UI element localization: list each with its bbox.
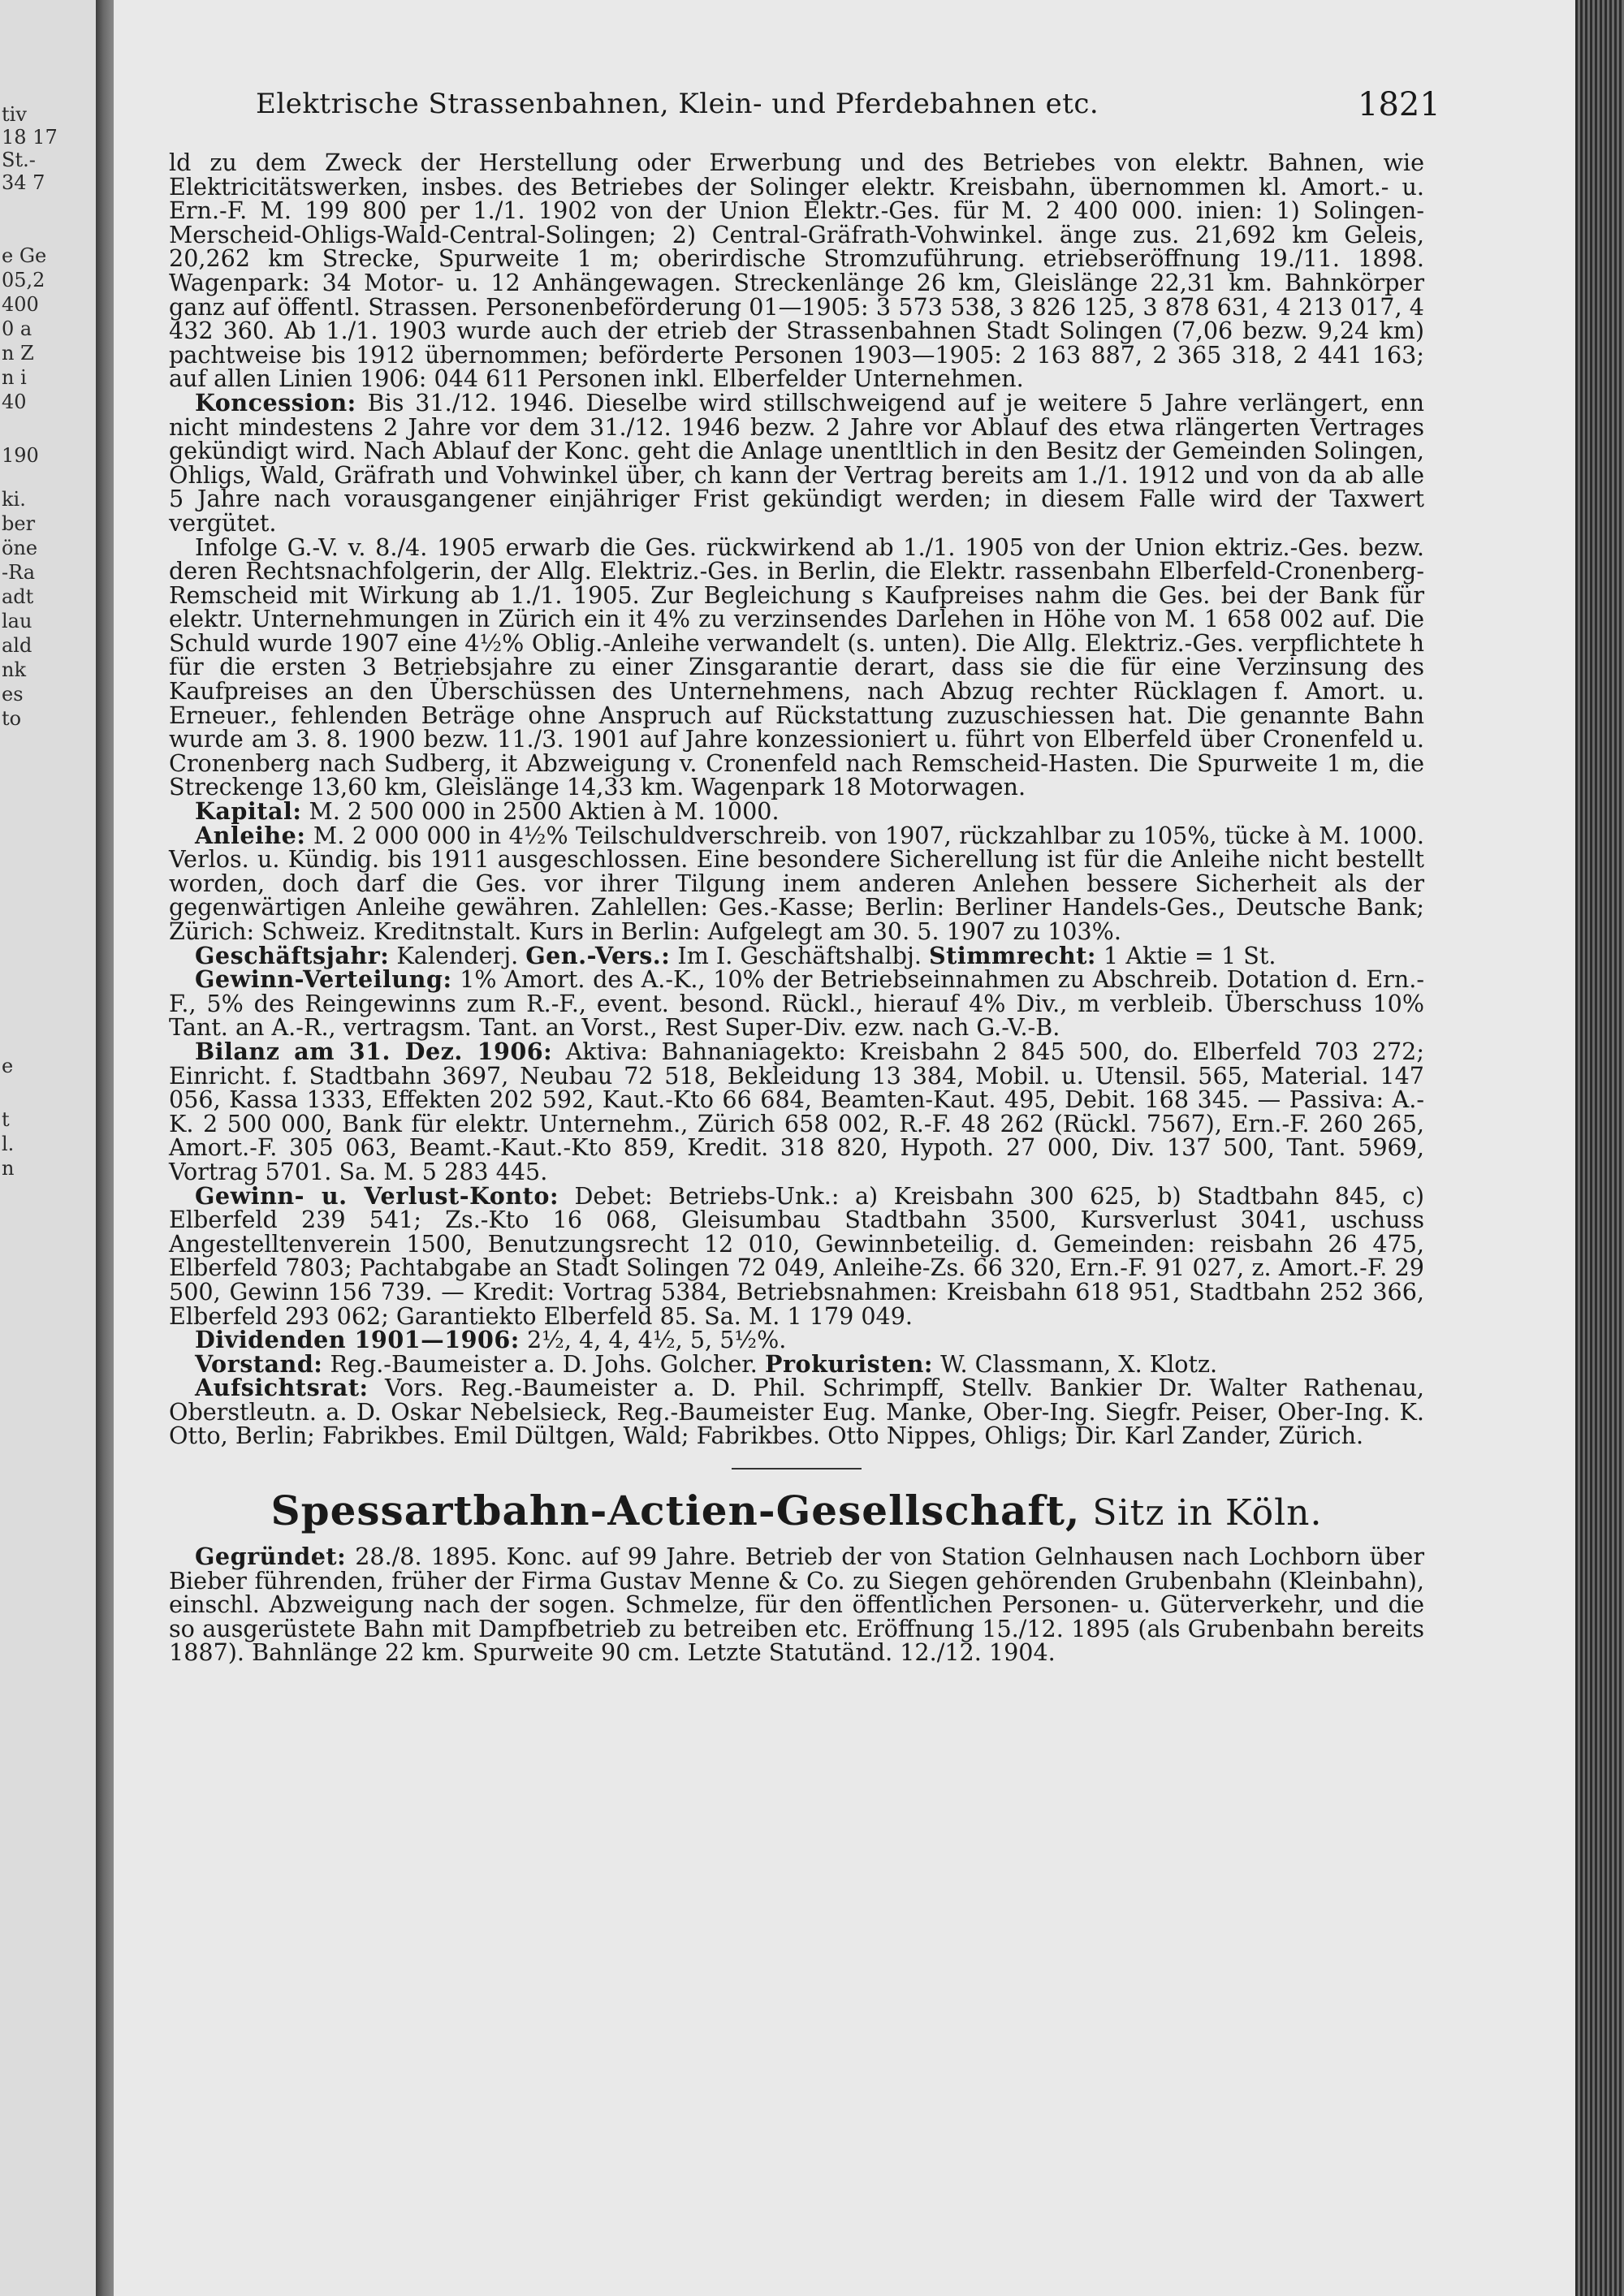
adjacent-page-edge (0, 0, 96, 2296)
left-fragment: 34 7 (2, 171, 45, 194)
left-fragment: ber (2, 512, 36, 535)
paragraph-text: Bis 31./12. 1946. Dieselbe wird stillschweigend auf je weitere 5 Jahre verlängert, enn nicht mindestens 2 Jahre vor dem 31./12. 1946 bezw. 2 Jahre vor Ablauf des etwa rlängerten Vertrages gekündigt wird. Nach Ablauf der Konc. geht die Anlage unentltlich in den Besitz der Gemeinden Solingen, Ohligs, Wald, Gräfrath und Vohwinkel über, ch kann der Vertrag bereits am 1./1. 1912 und von da ab alle 5 Jahre nach vorausgangener einjähriger Frist gekündigt werden; in diesem Falle wird der Taxwert vergütet. (169, 388, 1424, 537)
paragraph-vorstand (169, 1349, 1424, 1378)
paragraph-text: 28./8. 1895. Konc. auf 99 Jahre. Betrieb der von Station Gelnhausen nach Lochborn über Bieber führenden, früher der Firma Gustav Menne & Co. zu Siegen gehörenden Grubenbahn (Kleinbahn), einschl. Abzweigung nach der sogen. Schmelze, für den öffentlichen Personen- u. Güterverkehr, und die so ausgerüstete Bahn mit Dampfbetrieb zu betreiben etc. Eröffnung 15./12. 1895 (als Grubenbahn bereits 1887). Bahnlänge 22 km. Spurweite 90 cm. Letzte Statutänd. 12./12. 1904. (169, 1543, 1424, 1667)
paragraph-label: Bilanz am 31. Dez. 1906: (195, 1037, 553, 1065)
paragraph-text: Infolge G.-V. v. 8./4. 1905 erwarb die Ges. rückwirkend ab 1./1. 1905 von der Union ektriz.-Ges. bezw. deren Rechtsnachfolgerin, der Allg. Elektriz.-Ges. in Berlin, die Elektr. rassenbahn Elberfeld-Cronenberg-Remscheid mit Wirkung ab 1./1. 1905. Zur Begleichung s Kaufpreises nahm die Ges. bei der Bank für elektr. Unternehmungen in Zürich ein it 4% zu verzinsendes Darlehen in Höhe von M. 1 658 002 auf. Die Schuld wurde 1907 eine 4½% Oblig.-Anleihe verwandelt (s. unten). Die Allg. Elektriz.-Ges. verpflichtete h für die ersten 3 Betriebsjahre zu einer Zinsgarantie derart, dass sie die für eine Verzinsung des Kaufpreises an den Überschüssen des Unternehmens, nach Abzug rechter Rücklagen f. Amort. u. Erneuer., fehlenden Beträge ohne Anspruch auf Rückstattung zuzuschiessen hat. Die genannte Bahn wurde am 3. 8. 1900 bezw. 11./3. 1901 auf Jahre konzessioniert u. führt von Elberfeld über Cronenfeld u. Cronenberg nach Sudberg, it Abzweigung v. Cronenfeld nach Remscheid-Hasten. Die Spurweite 1 m, die Streckenge 13,60 km, Gleislänge 14,33 km. Wagenpark 18 Motorwagen. (169, 533, 1424, 801)
section-title (169, 1486, 1424, 1539)
left-fragment: t (2, 1108, 10, 1131)
left-fragment: to (2, 707, 22, 730)
left-fragment: nk (2, 658, 26, 681)
page-stack-edge (1575, 0, 1624, 2296)
paragraph-label: Gegründet: (195, 1543, 347, 1571)
paragraph-bilanz (169, 1037, 1424, 1185)
paragraph-text: 2½, 4, 4, 4½, 5, 5½%. (519, 1326, 787, 1354)
left-fragment: e Ge (2, 244, 47, 267)
paragraph-text: Kalenderj. (389, 941, 526, 969)
left-fragment: St.- (2, 149, 36, 171)
paragraph-text: Aktiva: Bahnaniagekto: Kreisbahn 2 845 500, do. Elberfeld 703 272; Einricht. f. Stadtbahn 3697, Neubau 72 518, Bekleidung 13 384, Mobil. u. Utensil. 565, Material. 147 056, Kassa 1333, Effekten 202 592, Kaut.-Kto 66 684, Beamten-Kaut. 495, Debit. 168 345. — Passiva: A.-K. 2 500 000, Bank für elektr. Unternehm., Zürich 658 002, R.-F. 48 262 (Rückl. 7567), Ern.-F. 260 265, Amort.-F. 305 063, Beamt.-Kaut.-Kto 859, Kredit. 318 820, Hypoth. 27 000, Div. 137 500, Tant. 5969, Vortrag 5701. Sa. M. 5 283 445. (169, 1037, 1424, 1185)
paragraph-label: Koncession: (195, 388, 356, 416)
left-fragment: 0 a (2, 317, 32, 340)
paragraph-label: Gewinn-Verteilung: (195, 965, 452, 994)
page-number: 1821 (1358, 86, 1440, 123)
paragraph-label: Prokuristen: (764, 1349, 933, 1378)
left-fragment: es (2, 683, 24, 706)
paragraph-dividenden (169, 1328, 1424, 1353)
section-title-name: Spessartbahn-Actien-Gesellschaft, (270, 1487, 1081, 1535)
paragraph-anleihe (169, 821, 1424, 945)
book-gutter (96, 0, 114, 2296)
left-fragment: 190 (2, 444, 39, 467)
paragraph-koncession (169, 388, 1424, 537)
paragraph-text: 1 Aktie = 1 St. (1095, 941, 1276, 969)
paragraph-label: Geschäftsjahr: (195, 941, 390, 969)
left-fragment: tiv (2, 103, 27, 126)
paragraph-label: Gen.-Vers.: (525, 941, 671, 969)
left-fragment: 18 17 (2, 126, 58, 149)
paragraph-text: ld zu dem Zweck der Herstellung oder Erwerbung und des Betriebes von elektr. Bahnen, wie Elektricitätswerken, insbes. des Betriebes der Solinger elektr. Kreisbahn, übernommen kl. Amort.- u. Ern.-F. M. 199 800 per 1./1. 1902 von der Union Elektr.-Ges. für M. 2 400 000. inien: 1) Solingen-Merscheid-Ohligs-Wald-Central-Solingen; 2) Central-Gräfrath-Vohwinkel. änge zus. 21,692 km Geleis, 20,262 km Strecke, Spurweite 1 m; oberirdische Stromzuführung. etriebseröffnung 19./11. 1898. Wagenpark: 34 Motor- u. 12 Anhängewagen. Streckenlänge 26 km, Gleislänge 22,31 km. Bahnkörper ganz auf öffentl. Strassen. Personenbeförderung 01—1905: 3 573 538, 3 826 125, 3 878 631, 4 213 017, 4 432 360. Ab 1./1. 1903 wurde auch der etrieb der Strassenbahnen Stadt Solingen (7,06 bezw. 9,24 km) pachtweise bis 1912 übernommen; beförderte Personen 1903—1905: 2 163 887, 2 365 318, 2 441 163; auf allen Linien 1906: 044 611 Personen inkl. Elberfelder Unternehmen. (169, 149, 1424, 393)
left-fragment: 400 (2, 293, 39, 316)
paragraph-label: Gewinn- u. Verlust-Konto: (195, 1181, 559, 1210)
paragraph-kapital (169, 797, 1424, 826)
paragraph-label: Stimmrecht: (929, 941, 1096, 969)
paragraph-geschaeftsjahr (169, 941, 1424, 969)
main-text (169, 151, 1424, 1665)
paragraph-gewinn-verteilung (169, 965, 1424, 1042)
paragraph-gegruendet (169, 1545, 1424, 1665)
paragraph-text: 1% Amort. des A.-K., 10% der Betriebseinnahmen zu Abschreib. Dotation d. Ern.-F., 5% des Reingewinns zum R.-F., event. besond. Rückl., hierauf 4% Div., m verbleib. Überschuss 10% Tant. an A.-R., vertragsm. Tant. an Vorst., Rest Super-Div. ezw. nach G.-V.-B. (169, 965, 1424, 1042)
left-fragment: -Ra (2, 561, 36, 584)
left-fragment: 05,2 (2, 269, 45, 291)
left-fragment: ald (2, 634, 32, 657)
left-fragment: lau (2, 610, 32, 632)
left-fragment: l. (2, 1133, 15, 1155)
left-fragment: n i (2, 366, 27, 389)
paragraph-intro (169, 151, 1424, 391)
left-fragment: 40 (2, 391, 27, 413)
running-header: Elektrische Strassenbahnen, Klein- und Pferdebahnen etc. (256, 88, 1099, 120)
paragraph-label: Kapital: (195, 797, 302, 826)
left-fragment: n Z (2, 342, 34, 365)
paragraph-text: M. 2 500 000 in 2500 Aktien à M. 1000. (301, 797, 780, 826)
paragraph-gewinn-verlust (169, 1181, 1424, 1330)
paragraph-label: Anleihe: (195, 821, 306, 849)
paragraph-aufsichtsrat (169, 1376, 1424, 1448)
left-fragment: adt (2, 585, 34, 608)
left-fragment: öne (2, 537, 38, 559)
paragraph-text: W. Classmann, X. Klotz. (933, 1349, 1218, 1378)
paragraph-text: Debet: Betriebs-Unk.: a) Kreisbahn 300 625, b) Stadtbahn 845, c) Elberfeld 239 541; Zs.-Kto 16 068, Gleisumbau Stadtbahn 3500, Kursverlust 3041, uschuss Angestelltenverein 1500, Benutzungsrecht 12 010, Gewinnbeteilig. d. Gemeinden: reisbahn 26 475, Elberfeld 7803; Pachtabgabe an Stadt Solingen 72 049, Anleihe-Zs. 66 320, Ern.-F. 91 027, z. Amort.-F. 29 500, Gewinn 156 739. — Kredit: Vortrag 5384, Betriebsnahmen: Kreisbahn 618 951, Stadtbahn 252 366, Elberfeld 293 062; Garantiekto Elberfeld 85. Sa. M. 1 179 049. (169, 1181, 1424, 1330)
paragraph-text: Im I. Geschäftshalbj. (670, 941, 930, 969)
paragraph-text: Vors. Reg.-Baumeister a. D. Phil. Schrimpff, Stellv. Bankier Dr. Walter Rathenau, Oberstleutn. a. D. Oskar Nebelsieck, Reg.-Baumeister Eug. Manke, Ober-Ing. Siegfr. Peiser, Ober-Ing. K. Otto, Berlin; Fabrikbes. Emil Dültgen, Wald; Fabrikbes. Otto Nippes, Ohligs; Dir. Karl Zander, Zürich. (169, 1374, 1424, 1450)
left-fragment: ki. (2, 488, 26, 511)
paragraph-label: Aufsichtsrat: (195, 1374, 369, 1402)
section-divider (732, 1468, 862, 1470)
paragraph-label: Dividenden 1901—1906: (195, 1326, 520, 1354)
paragraph-infolge (169, 533, 1424, 801)
left-fragment: n (2, 1157, 15, 1180)
section-title-seat: Sitz in Köln. (1080, 1492, 1323, 1534)
left-fragment: e (2, 1055, 14, 1077)
paragraph-label: Vorstand: (195, 1349, 323, 1378)
paragraph-text: M. 2 000 000 in 4½% Teilschuldverschreib. von 1907, rückzahlbar zu 105%, tücke à M. 1000. Verlos. u. Kündig. bis 1911 ausgeschlossen. Eine besondere Sicherellung ist für die Anleihe nicht bestellt worden, doch darf die Ges. vor ihrer Tilgung inem anderen Anlehen bessere Sicherheit als der gegenwärtigen Anleihe gewähren. Zahlellen: Ges.-Kasse; Berlin: Berliner Handels-Ges., Deutsche Bank; Zürich: Schweiz. Kreditnstalt. Kurs in Berlin: Aufgelegt am 30. 5. 1907 zu 103%. (169, 821, 1424, 945)
paragraph-text: Reg.-Baumeister a. D. Johs. Golcher. (322, 1349, 765, 1378)
